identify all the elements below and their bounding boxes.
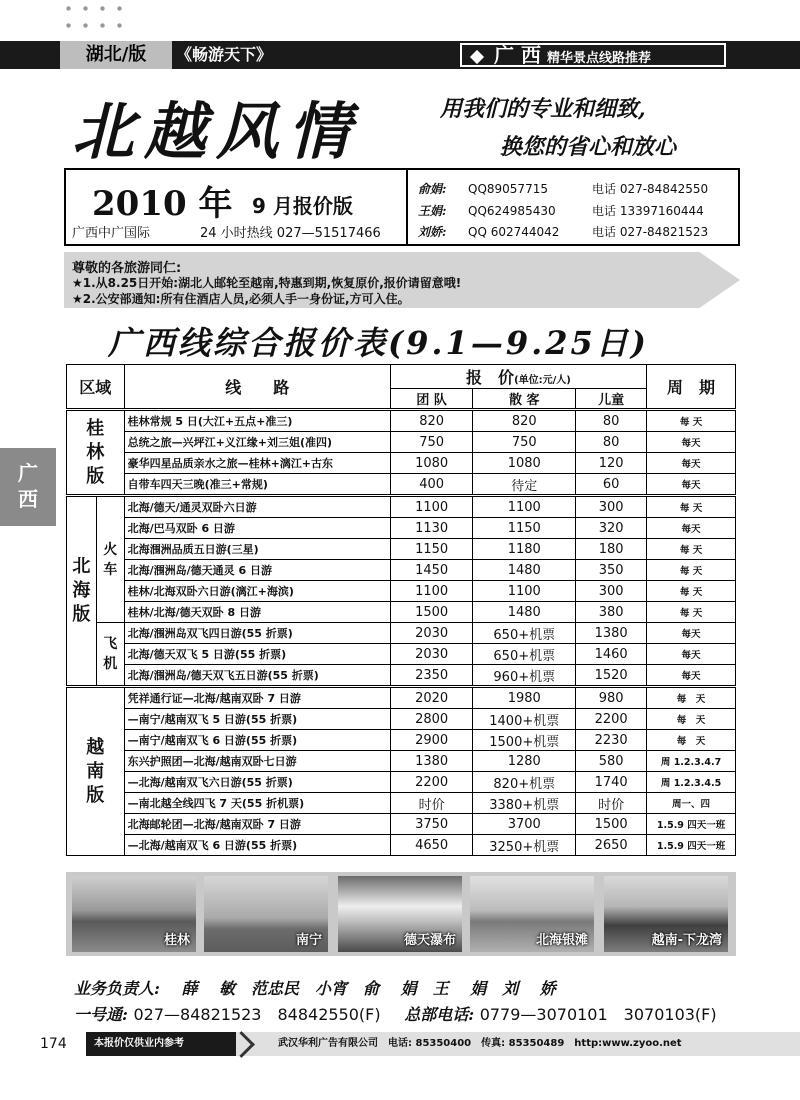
route-cell: —北海/越南双飞 6 日游(55 折票)	[124, 835, 390, 856]
region-char: 版	[86, 784, 105, 806]
child-price-cell: 320	[576, 518, 647, 539]
region-big: 广 西	[494, 43, 541, 67]
table-row	[67, 814, 736, 835]
child-price-cell: 300	[576, 496, 647, 518]
individual-price-cell: 1080	[473, 453, 576, 474]
group-price-cell: 2020	[390, 687, 473, 709]
table-row	[67, 687, 736, 709]
photo-karst-hill	[72, 876, 196, 952]
route-cell: 桂林/北海双卧六日游(漓江+海滨)	[124, 581, 390, 602]
notice-greeting: 尊敬的各旅游同仁:	[72, 261, 182, 276]
phone-label: 一号通:	[74, 1005, 128, 1024]
region-char: 南	[86, 760, 105, 782]
table-row	[67, 835, 736, 856]
hotline: 24 小时热线 027—51517466	[200, 226, 381, 241]
route-cell: 豪华四星品质亲水之旅—桂林+漓江+古东	[124, 453, 390, 474]
table-row	[67, 560, 736, 581]
table-title: 广西线综合报价表(9.1—9.25日)	[108, 324, 649, 362]
header-group: 团 队	[390, 389, 473, 410]
footer-note: 本报价仅供业内参考	[86, 1032, 236, 1056]
contact-name: 王娟:	[418, 204, 447, 218]
period-cell: 每 天	[647, 539, 736, 560]
photo-caption: 北海银滩	[535, 933, 588, 948]
price-table	[66, 364, 736, 856]
individual-price-cell: 820	[473, 410, 576, 432]
contact-tel: 电话 027-84842550	[592, 182, 709, 196]
group-price-cell: 750	[390, 432, 473, 453]
group-price-cell: 1130	[390, 518, 473, 539]
individual-price-cell: 1280	[473, 751, 576, 772]
table-row	[67, 581, 736, 602]
individual-price-cell: 1480	[473, 602, 576, 623]
group-price-cell: 1150	[390, 539, 473, 560]
period-cell: 每 天	[647, 730, 736, 751]
photo-civic-building	[204, 876, 328, 952]
header-price	[390, 365, 646, 389]
route-cell: 北海/巴马双卧 6 日游	[124, 518, 390, 539]
group-price-cell: 1500	[390, 602, 473, 623]
individual-price-cell: 3250+机票	[473, 835, 576, 856]
route-cell: 北海/涠洲岛/德天双飞五日游(55 折票)	[124, 665, 390, 687]
photo-sea-rock	[604, 876, 728, 952]
company-name: 广西中广国际	[72, 226, 151, 241]
period-cell: 每 天	[647, 410, 736, 432]
header-region: 区域	[67, 365, 125, 410]
table-row	[67, 644, 736, 665]
table-row	[67, 496, 736, 518]
group-price-cell: 3750	[390, 814, 473, 835]
photo-caption: 南宁	[295, 933, 322, 948]
route-cell: 桂林常规 5 日(大江+五点+准三)	[124, 410, 390, 432]
individual-price-cell: 1100	[473, 581, 576, 602]
period-cell: 每天	[647, 474, 736, 496]
group-price-cell: 1380	[390, 751, 473, 772]
route-cell: 北海涠洲品质五日游(三星)	[124, 539, 390, 560]
child-price-cell: 1380	[576, 623, 647, 644]
table-row	[67, 518, 736, 539]
contact-qq: QQ89057715	[468, 182, 548, 196]
phone-line	[74, 1002, 717, 1025]
page-title: 北越风情	[72, 95, 361, 168]
section-name: 《畅游天下》	[176, 45, 273, 64]
child-price-cell: 2650	[576, 835, 647, 856]
region-sub: 精华景点线路推荐	[546, 51, 651, 66]
group-price-cell: 1080	[390, 453, 473, 474]
child-price-cell: 380	[576, 602, 647, 623]
individual-price-cell: 1980	[473, 687, 576, 709]
table-row	[67, 453, 736, 474]
region-char: 林	[86, 441, 105, 463]
individual-price-cell: 1180	[473, 539, 576, 560]
side-tab-char: 广	[18, 461, 38, 485]
route-cell: 自带车四天三晚(准三+常规)	[124, 474, 390, 496]
table-body	[67, 410, 736, 856]
group-price-cell: 2900	[390, 730, 473, 751]
table-row	[67, 730, 736, 751]
period-cell: 周 1.2.3.4.5	[647, 772, 736, 793]
table-row	[67, 539, 736, 560]
region-label	[96, 623, 124, 687]
photo-caption: 越南-下龙湾	[651, 933, 722, 948]
individual-price-cell: 3700	[473, 814, 576, 835]
header-period: 周 期	[647, 365, 736, 410]
period-cell: 每天	[647, 623, 736, 644]
contact-qq: QQ 602744042	[468, 225, 560, 239]
contact-tel: 电话 13397160444	[592, 204, 704, 218]
contact-row	[418, 180, 708, 197]
period-cell: 每 天	[647, 560, 736, 581]
diamond-icon	[470, 50, 484, 64]
child-price-cell: 980	[576, 687, 647, 709]
photo-caption: 桂林	[163, 933, 190, 948]
child-price-cell: 80	[576, 410, 647, 432]
header-route: 线 路	[124, 365, 390, 410]
period-cell: 1.5.9 四天一班	[647, 814, 736, 835]
route-cell: —南宁/越南双飞 5 日游(55 折票)	[124, 709, 390, 730]
hq-phone: 0779—3070101 3070103(F)	[479, 1005, 717, 1024]
page-number: 174	[40, 1036, 67, 1052]
period-cell: 每 天	[647, 602, 736, 623]
period-cell: 周 1.2.3.4.7	[647, 751, 736, 772]
route-cell: 北海/涠洲岛双飞四日游(55 折票)	[124, 623, 390, 644]
group-price-cell: 2030	[390, 623, 473, 644]
publisher-info: 武汉华利广告有限公司 电话: 85350400 传真: 85350489 http:www.zyoo.net	[278, 1038, 682, 1049]
hq-label: 总部电话:	[404, 1005, 475, 1024]
group-price-cell: 400	[390, 474, 473, 496]
period-cell: 每天	[647, 453, 736, 474]
region-label	[67, 410, 125, 496]
route-cell: 凭祥通行证—北海/越南双卧 7 日游	[124, 687, 390, 709]
region-char: 火	[103, 541, 118, 558]
edition-label: 9 月报价版	[252, 194, 353, 218]
contact-qq: QQ624985430	[468, 204, 556, 218]
period-cell: 1.5.9 四天一班	[647, 835, 736, 856]
group-price-cell: 1100	[390, 581, 473, 602]
individual-price-cell: 1480	[473, 560, 576, 581]
contact-tel: 电话 027-84821523	[592, 225, 709, 239]
individual-price-cell: 960+机票	[473, 665, 576, 687]
period-cell: 每 天	[647, 496, 736, 518]
child-price-cell: 2200	[576, 709, 647, 730]
period-cell: 周一、四	[647, 793, 736, 814]
child-price-cell: 1460	[576, 644, 647, 665]
table-row	[67, 410, 736, 432]
group-price-cell: 2200	[390, 772, 473, 793]
table-row	[67, 665, 736, 687]
individual-price-cell: 650+机票	[473, 644, 576, 665]
individual-price-cell: 1150	[473, 518, 576, 539]
header-individual: 散 客	[473, 389, 576, 410]
period-cell: 每 天	[647, 687, 736, 709]
contact-name: 刘娇:	[418, 225, 447, 239]
table-row	[67, 602, 736, 623]
individual-price-cell: 1400+机票	[473, 709, 576, 730]
region-char: 海	[72, 580, 91, 601]
notice-line-1: ★1.从8.25日开始:湖北人邮轮至越南,特惠到期,恢复原价,报价请留意哦!	[72, 276, 462, 290]
individual-price-cell: 820+机票	[473, 772, 576, 793]
child-price-cell: 时价	[576, 793, 647, 814]
group-price-cell: 4650	[390, 835, 473, 856]
header-child: 儿童	[576, 389, 647, 410]
region-char: 越	[86, 736, 105, 758]
group-price-cell: 1100	[390, 496, 473, 518]
dot-pattern	[60, 0, 130, 40]
contact-row	[418, 202, 704, 219]
photo-caption: 德天瀑布	[403, 933, 456, 948]
group-price-cell: 2030	[390, 644, 473, 665]
table-row	[67, 432, 736, 453]
table-row	[67, 772, 736, 793]
notice-line-2: ★2.公安部通知:所有住酒店人员,必须人手一身份证,方可入住。	[72, 292, 410, 306]
child-price-cell: 1520	[576, 665, 647, 687]
region-char: 车	[103, 561, 118, 578]
period-cell: 每天	[647, 644, 736, 665]
route-cell: 北海/涠洲岛/德天通灵 6 日游	[124, 560, 390, 581]
route-cell: 总统之旅—兴坪江+义江缘+刘三姐(准四)	[124, 432, 390, 453]
region-char: 版	[86, 465, 105, 487]
staff-line: 业务负责人: 薛 敏 范忠民 小宵 俞 娟 王 娟 刘 娇	[74, 979, 556, 998]
individual-price-cell: 650+机票	[473, 623, 576, 644]
child-price-cell: 120	[576, 453, 647, 474]
route-cell: 北海/德天双飞 5 日游(55 折票)	[124, 644, 390, 665]
individual-price-cell: 待定	[473, 474, 576, 496]
edition-tag: 湖北/版	[60, 41, 172, 69]
region-banner	[460, 43, 726, 67]
slogan-line-2: 换您的省心和放心	[500, 134, 677, 160]
period-cell: 每天	[647, 665, 736, 687]
individual-price-cell: 3380+机票	[473, 793, 576, 814]
individual-price-cell: 1100	[473, 496, 576, 518]
individual-price-cell: 750	[473, 432, 576, 453]
contact-name: 俞娟:	[418, 182, 447, 196]
region-char: 桂	[86, 417, 105, 439]
period-cell: 每 天	[647, 581, 736, 602]
individual-price-cell: 1500+机票	[473, 730, 576, 751]
table-row	[67, 751, 736, 772]
route-cell: 北海邮轮团—北海/越南双卧 7 日游	[124, 814, 390, 835]
child-price-cell: 1740	[576, 772, 647, 793]
header-price-unit: (单位:元/人)	[514, 375, 571, 386]
region-char: 北	[72, 556, 91, 577]
group-price-cell: 820	[390, 410, 473, 432]
group-price-cell: 2350	[390, 665, 473, 687]
header-price-label: 报 价	[466, 368, 515, 387]
table-row	[67, 709, 736, 730]
region-label	[67, 496, 97, 687]
child-price-cell: 60	[576, 474, 647, 496]
route-cell: 北海/德天/通灵双卧六日游	[124, 496, 390, 518]
child-price-cell: 1500	[576, 814, 647, 835]
child-price-cell: 2230	[576, 730, 647, 751]
side-tab-char: 西	[18, 487, 38, 511]
region-label	[96, 496, 124, 623]
group-price-cell: 1450	[390, 560, 473, 581]
period-cell: 每天	[647, 432, 736, 453]
period-cell: 每 天	[647, 709, 736, 730]
region-label	[67, 687, 125, 856]
route-cell: —北海/越南双飞六日游(55 折票)	[124, 772, 390, 793]
route-cell: —南北越全线四飞 7 天(55 折机票)	[124, 793, 390, 814]
contact-row	[418, 223, 708, 240]
phone-value: 027—84821523 84842550(F)	[133, 1005, 381, 1024]
route-cell: 桂林/北海/德天双卧 8 日游	[124, 602, 390, 623]
region-char: 飞	[103, 636, 118, 652]
table-row	[67, 474, 736, 496]
photo-waterfall	[338, 876, 462, 952]
child-price-cell: 350	[576, 560, 647, 581]
side-tab	[0, 448, 56, 526]
child-price-cell: 300	[576, 581, 647, 602]
info-divider	[406, 170, 408, 244]
group-price-cell: 2800	[390, 709, 473, 730]
region-char: 版	[72, 604, 91, 625]
edition-year: 2010 年	[92, 184, 233, 224]
region-char: 机	[103, 656, 118, 672]
photo-beach-umbrella	[470, 876, 594, 952]
table-row	[67, 623, 736, 644]
route-cell: —南宁/越南双飞 6 日游(55 折票)	[124, 730, 390, 751]
route-cell: 东兴护照团—北海/越南双卧七日游	[124, 751, 390, 772]
child-price-cell: 180	[576, 539, 647, 560]
child-price-cell: 580	[576, 751, 647, 772]
table-row	[67, 793, 736, 814]
group-price-cell: 时价	[390, 793, 473, 814]
slogan-line-1: 用我们的专业和细致,	[440, 96, 646, 122]
child-price-cell: 80	[576, 432, 647, 453]
period-cell: 每天	[647, 518, 736, 539]
